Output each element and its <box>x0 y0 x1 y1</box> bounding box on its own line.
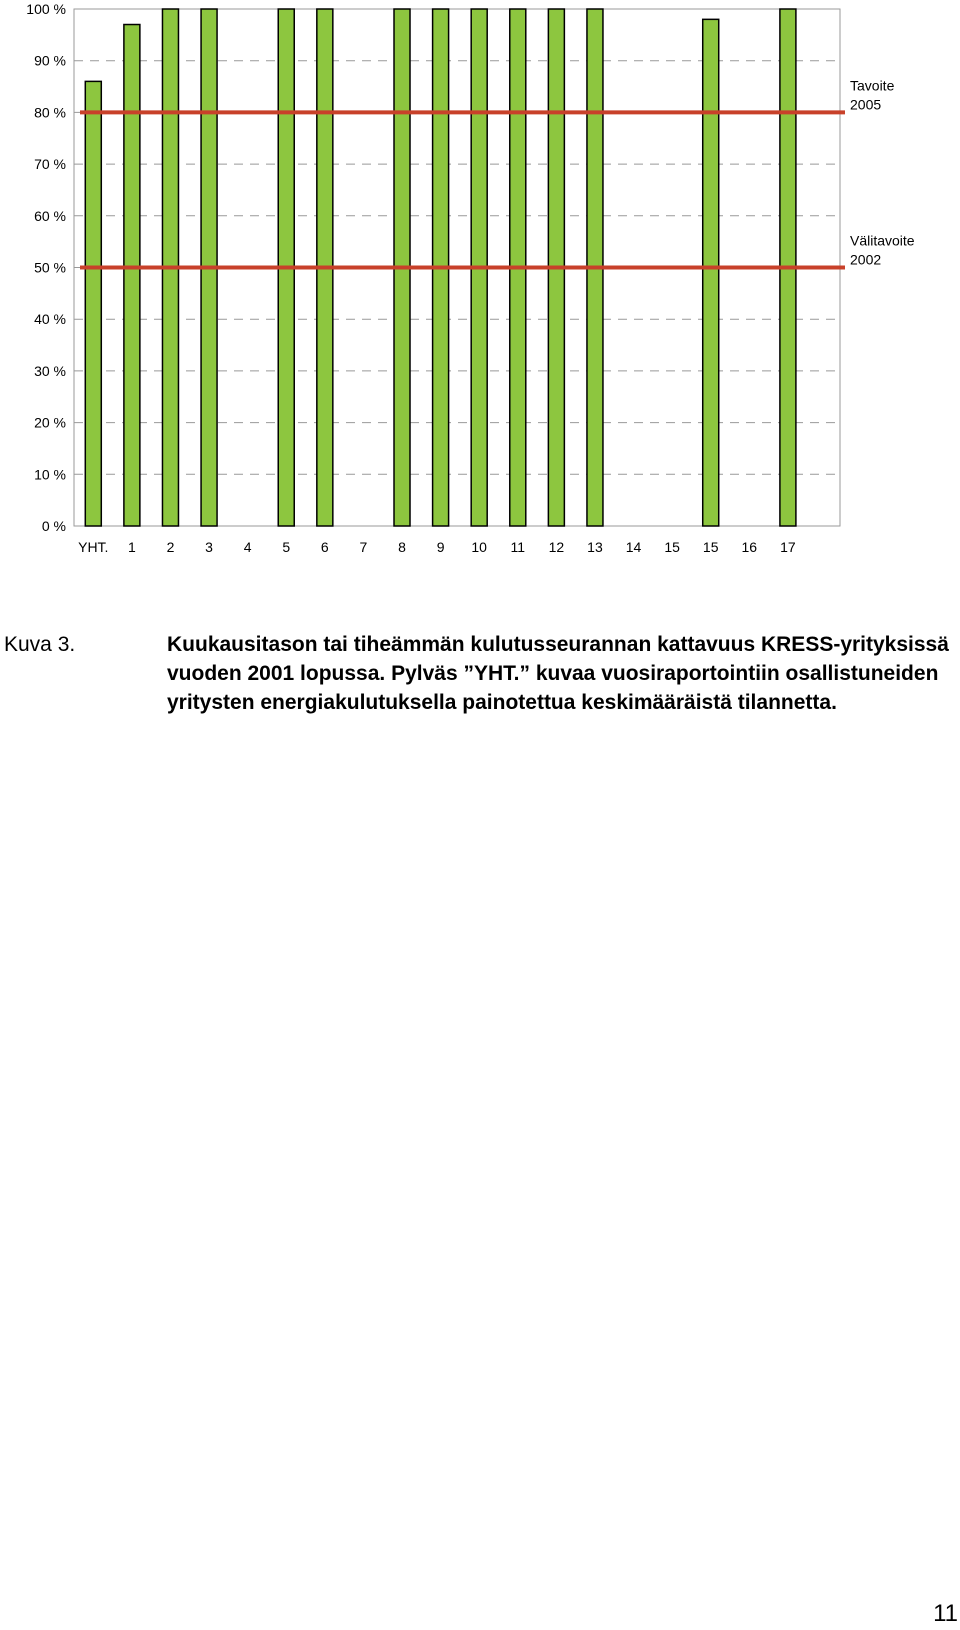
bar <box>124 25 140 526</box>
x-tick-label: 7 <box>359 539 368 555</box>
bar <box>85 81 101 526</box>
reference-label-line1: Välitavoite <box>850 232 915 249</box>
y-tick-label: 0 % <box>41 518 66 534</box>
y-tick-label: 70 % <box>34 156 66 173</box>
y-tick-label: 20 % <box>34 414 66 431</box>
x-tick-label: 13 <box>587 539 603 555</box>
x-tick-label: 16 <box>741 539 758 555</box>
reference-label-line2: 2005 <box>850 96 882 113</box>
y-tick-label: 50 % <box>34 259 66 276</box>
y-tick-label: 40 % <box>34 311 66 328</box>
x-tick-label: 11 <box>510 539 526 555</box>
x-tick-label: 17 <box>780 539 796 555</box>
x-tick-label: 15 <box>702 539 719 555</box>
x-tick-label: 9 <box>436 539 445 555</box>
x-tick-label: 14 <box>625 539 642 555</box>
x-tick-label: 8 <box>398 539 406 555</box>
reference-label-line1: Tavoite <box>850 77 895 94</box>
x-tick-label: 1 <box>127 539 136 555</box>
caption-text: Kuukausitason tai tiheämmän kulutusseurannan kattavuus KRESS-yrityksissä vuoden 2001 lopussa. Pylväs ”YHT.” kuvaa vuosiraportointiin osallistuneiden yritysten energiakulutuksella painotettua keskimääräistä tilannetta. <box>167 633 949 714</box>
x-tick-label: 5 <box>282 539 291 555</box>
x-tick-label: 12 <box>548 539 565 555</box>
x-tick-label: 6 <box>320 539 329 555</box>
x-tick-label: 3 <box>205 539 213 555</box>
x-tick-label: YHT. <box>78 539 109 555</box>
x-tick-label: 4 <box>243 539 252 555</box>
y-tick-label: 90 % <box>34 52 66 69</box>
bar <box>703 19 719 526</box>
y-tick-label: 100 % <box>26 1 66 17</box>
y-tick-label: 80 % <box>34 104 66 121</box>
x-tick-label: 10 <box>471 539 487 555</box>
x-axis-ticks <box>78 539 796 555</box>
y-tick-label: 60 % <box>34 207 66 224</box>
caption-label: Kuva 3. <box>4 633 76 656</box>
coverage-bar-chart <box>0 0 960 570</box>
x-tick-label: 2 <box>166 539 175 555</box>
x-tick-label: 15 <box>664 539 680 555</box>
y-tick-label: 10 % <box>34 466 66 483</box>
y-tick-label: 30 % <box>34 362 66 379</box>
page-number: 11 <box>933 1600 958 1627</box>
y-axis-ticks <box>26 1 66 534</box>
reference-label-line2: 2002 <box>850 251 882 268</box>
